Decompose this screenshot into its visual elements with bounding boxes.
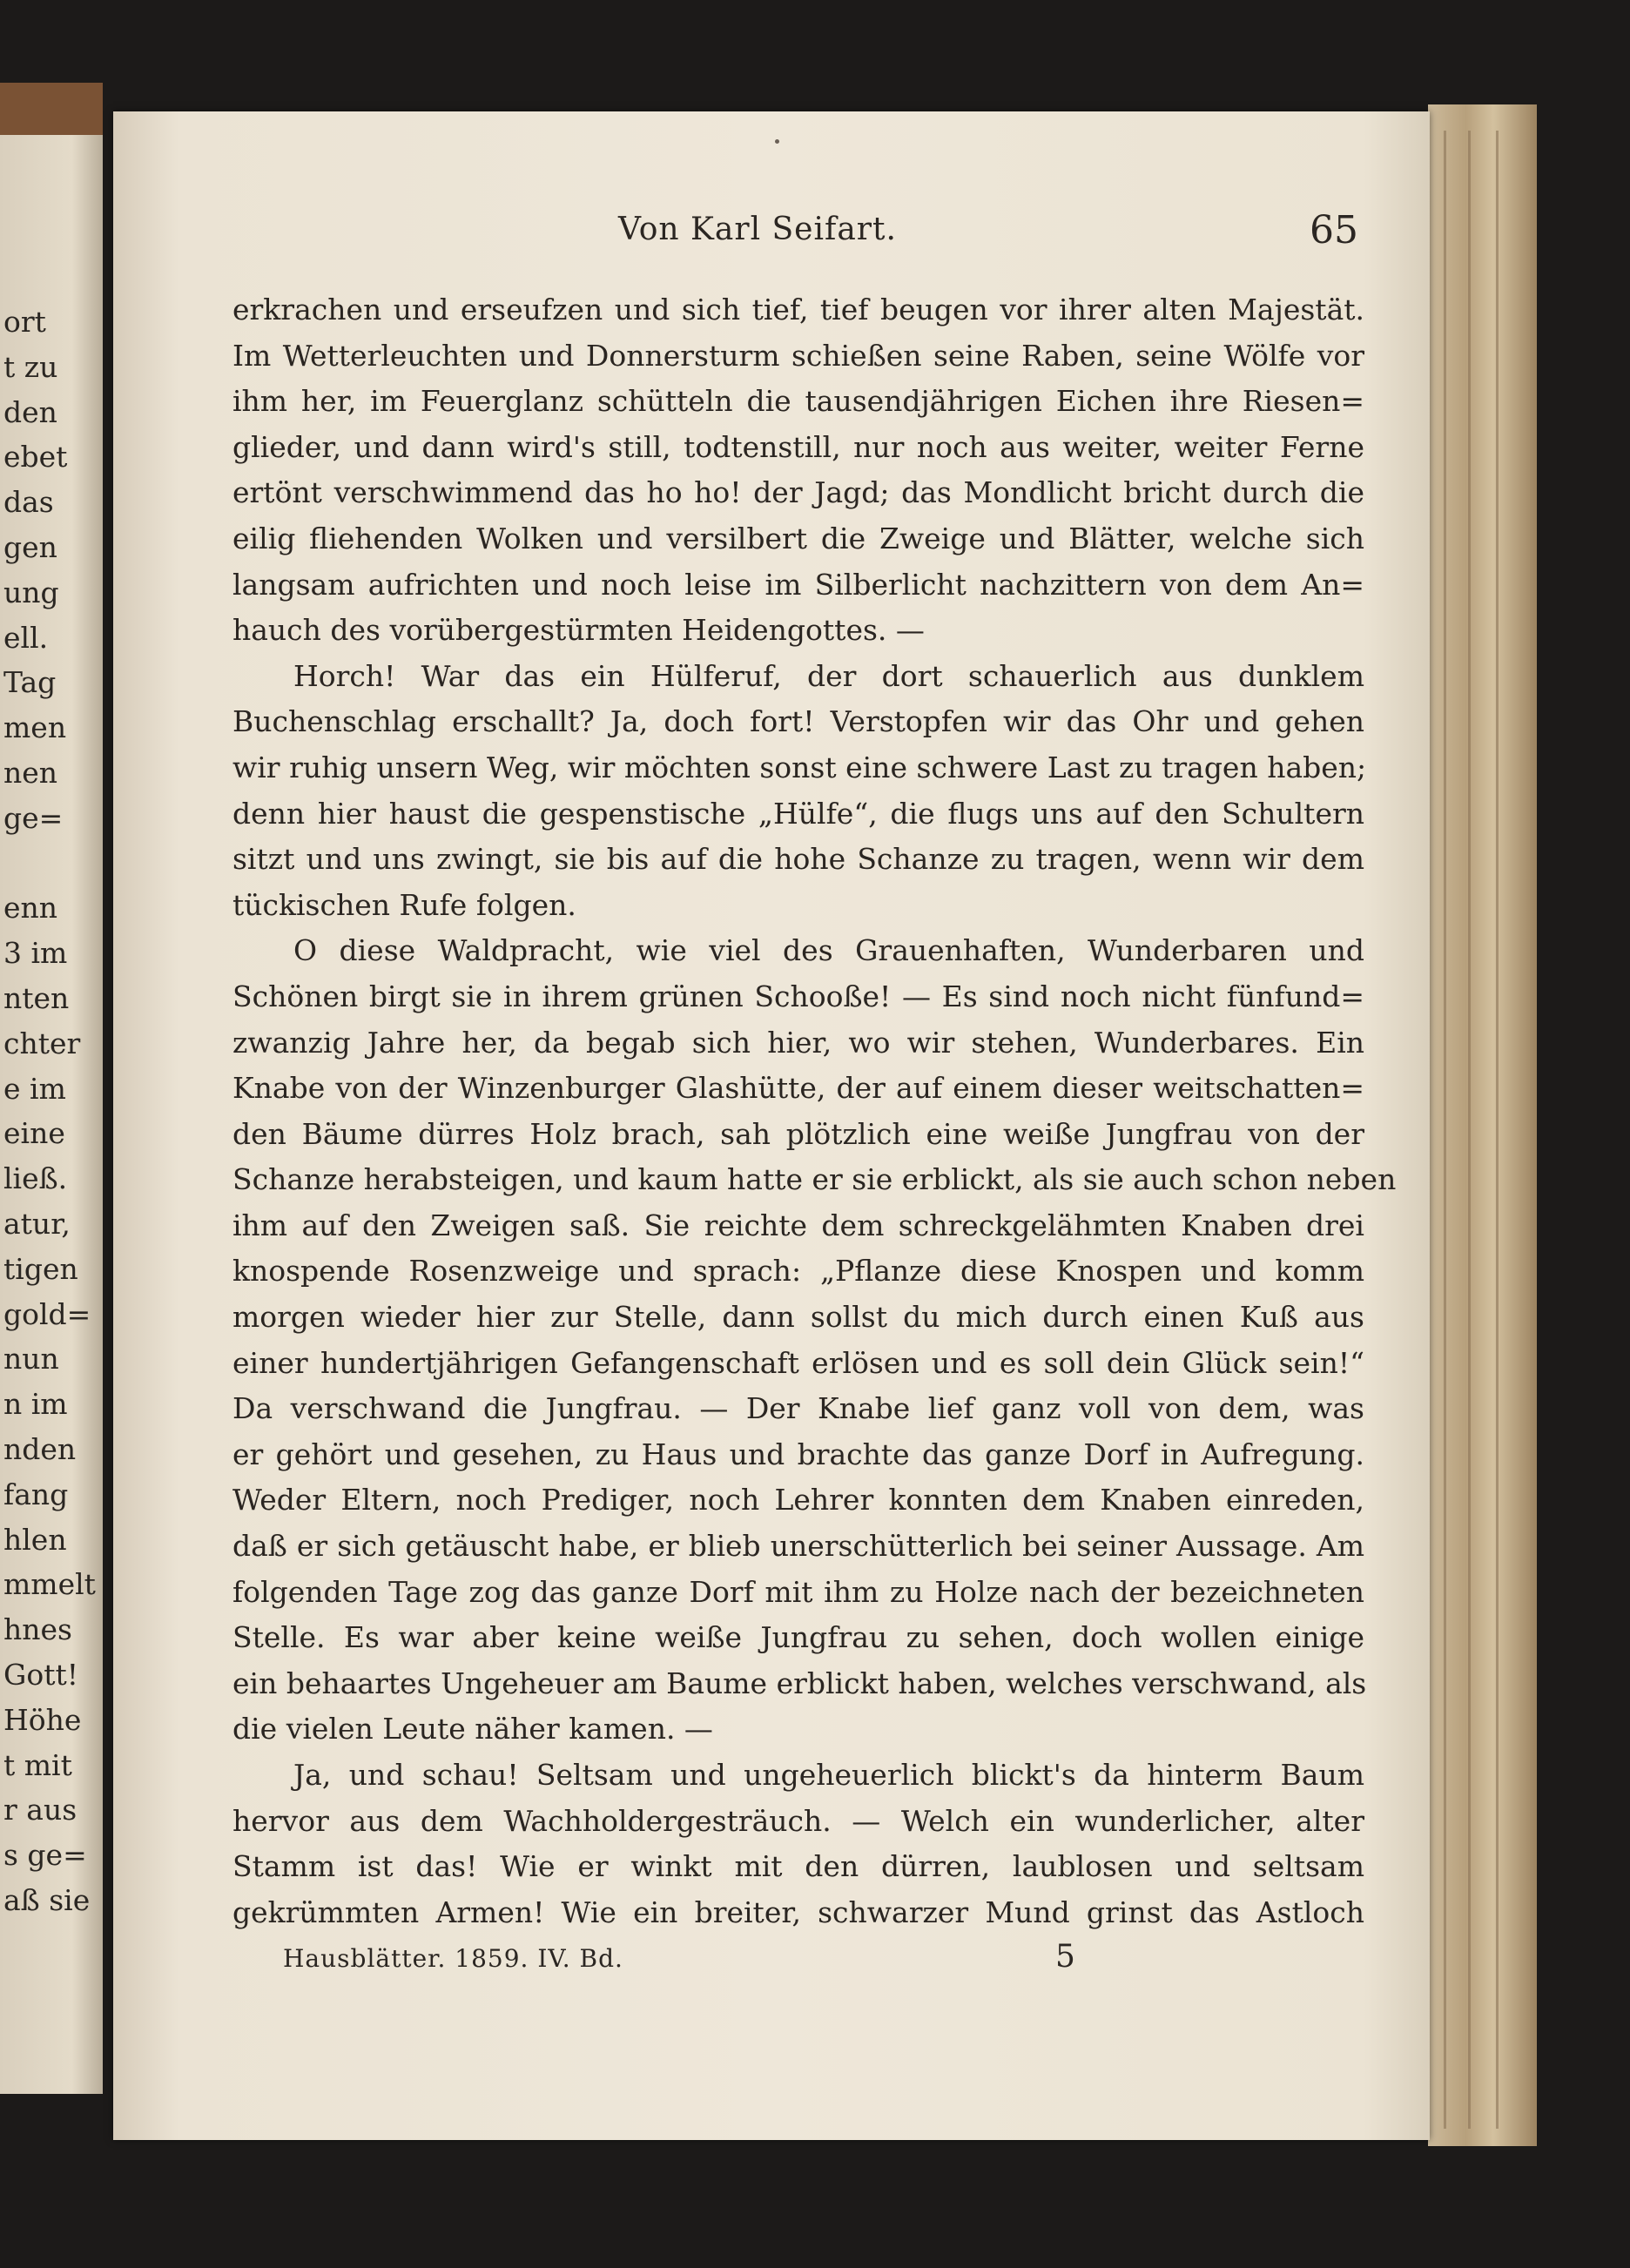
text-line: ein behaartes Ungeheuer am Baume erblickt haben, welches verschwand, als xyxy=(232,1666,1367,1700)
text-line: gekrümmten Armen! Wie ein breiter, schwarzer Mund grinst das Astloch xyxy=(232,1894,1364,1929)
previous-page-fragment: ebet xyxy=(3,440,68,474)
previous-page-fragment: men xyxy=(3,710,67,745)
text-line: knospende Rosenzweige und sprach: „Pflanze diese Knospen und komm xyxy=(232,1254,1364,1289)
text-line: Da verschwand die Jungfrau. — Der Knabe lief ganz voll von dem, was xyxy=(232,1391,1364,1426)
previous-page-fragment: tigen xyxy=(3,1251,78,1286)
text-line: sitzt und uns zwingt, sie bis auf die hohe Schanze zu tragen, wenn wir dem xyxy=(232,842,1364,877)
body-text xyxy=(232,287,1397,1935)
previous-page-fragment: gold= xyxy=(3,1296,91,1331)
previous-page-fragment: n im xyxy=(3,1387,68,1422)
page-block-edge xyxy=(1428,104,1537,2146)
text-line: daß er sich getäuscht habe, er blieb unerschütterlich bei seiner Aussage. Am xyxy=(232,1529,1364,1564)
edge-line xyxy=(1468,131,1471,2129)
header-title: Von Karl Seifart. xyxy=(618,212,897,247)
previous-page-fragment: Höhe xyxy=(3,1702,82,1737)
previous-page-fragment: nten xyxy=(3,981,70,1015)
previous-page-fragment: ung xyxy=(3,575,59,609)
footer-signature: Hausblätter. 1859. IV. Bd. xyxy=(283,1944,623,1973)
previous-page-fragment: nden xyxy=(3,1432,77,1466)
text-line: Im Wetterleuchten und Donnersturm schießen seine Raben, seine Wölfe vor xyxy=(232,338,1364,373)
text-line: Stelle. Es war aber keine weiße Jungfrau zu sehen, doch wollen einige xyxy=(232,1620,1364,1655)
text-line: hauch des vorübergestürmten Heidengottes. — xyxy=(232,613,925,648)
previous-page-fragment: Tag xyxy=(3,665,57,700)
text-line: morgen wieder hier zur Stelle, dann sollst du mich durch einen Kuß aus xyxy=(232,1300,1364,1335)
paper-speck xyxy=(775,139,779,144)
edge-line xyxy=(1496,131,1499,2129)
text-line: ihm auf den Zweigen saß. Sie reichte dem schreckgelähmten Knaben drei xyxy=(232,1208,1364,1242)
text-line: denn hier haust die gespenstische „Hülfe“, die flugs uns auf den Schultern xyxy=(232,796,1364,831)
previous-page-fragment: hlen xyxy=(3,1522,67,1557)
previous-page-fragment: ort xyxy=(3,305,46,339)
previous-page-fragment: s ge= xyxy=(3,1838,87,1873)
sheet-number: 5 xyxy=(1055,1939,1075,1975)
previous-page-fragment: aß sie xyxy=(3,1883,91,1917)
previous-page-fragment: ell. xyxy=(3,620,49,655)
edge-line xyxy=(1444,131,1446,2129)
page-number: 65 xyxy=(1310,208,1358,252)
text-line: zwanzig Jahre her, da begab sich hier, wo wir stehen, Wunderbares. Ein xyxy=(232,1025,1364,1060)
text-line: er gehört und gesehen, zu Haus und brachte das ganze Dorf in Aufregung. xyxy=(232,1437,1364,1471)
text-line: glieder, und dann wird's still, todtenstill, nur noch aus weiter, weiter Ferne xyxy=(232,429,1364,464)
text-line: Horch! War das ein Hülferuf, der dort schauerlich aus dunklem xyxy=(293,658,1364,693)
previous-page-fragment: t mit xyxy=(3,1747,72,1782)
text-line: Schönen birgt sie in ihrem grünen Schooße! — Es sind noch nicht fünfund= xyxy=(232,979,1364,1013)
text-line: eilig fliehenden Wolken und versilbert die Zweige und Blätter, welche sich xyxy=(232,521,1364,555)
previous-page-fragment: ge= xyxy=(3,800,64,835)
previous-page-fragment: gen xyxy=(3,530,57,564)
previous-page-fragment: fang xyxy=(3,1477,69,1511)
text-line: O diese Waldpracht, wie viel des Grauenhaften, Wunderbaren und xyxy=(293,933,1364,968)
text-line: tückischen Rufe folgen. xyxy=(232,887,576,922)
text-line: hervor aus dem Wachholdergesträuch. — Welch ein wunderlicher, alter xyxy=(232,1803,1364,1838)
text-line: Weder Eltern, noch Prediger, noch Lehrer konnten dem Knaben einreden, xyxy=(232,1483,1364,1518)
text-line: ertönt verschwimmend das ho ho! der Jagd; das Mondlicht bricht durch die xyxy=(232,475,1364,510)
text-line: folgenden Tage zog das ganze Dorf mit ihm zu Holze nach der bezeichneten xyxy=(232,1574,1364,1609)
previous-page-fragment: den xyxy=(3,394,57,429)
text-line: langsam aufrichten und noch leise im Silberlicht nachzittern von dem An= xyxy=(232,567,1364,602)
running-head xyxy=(113,208,1430,264)
text-line: ihm her, im Feuerglanz schütteln die tausendjährigen Eichen ihre Riesen= xyxy=(232,384,1364,419)
previous-page-fragment: das xyxy=(3,485,54,520)
previous-page-fragment: eine xyxy=(3,1116,65,1151)
text-line: erkrachen und erseufzen und sich tief, tief beugen vor ihrer alten Majestät. xyxy=(232,293,1364,326)
previous-page-fragment: chter xyxy=(3,1026,81,1060)
text-line: Stamm ist das! Wie er winkt mit den dürren, laublosen und seltsam xyxy=(232,1849,1364,1884)
page-footer xyxy=(113,1939,1430,1988)
text-line: Knabe von der Winzenburger Glashütte, der auf einem dieser weitschatten= xyxy=(232,1071,1364,1106)
previous-page-fragment: nun xyxy=(3,1342,59,1376)
text-line: einer hundertjährigen Gefangenschaft erlösen und es soll dein Glück sein!“ xyxy=(232,1345,1364,1380)
previous-page-fragment: t zu xyxy=(3,349,58,384)
previous-page-fragment: r aus xyxy=(3,1793,77,1827)
previous-page-fragment: nen xyxy=(3,756,58,790)
text-line: die vielen Leute näher kamen. — xyxy=(232,1712,713,1746)
text-line: Ja, und schau! Seltsam und ungeheuerlich blickt's da hinterm Baum xyxy=(293,1758,1364,1792)
text-line: wir ruhig unsern Weg, wir möchten sonst eine schwere Last zu tragen haben; xyxy=(232,750,1367,784)
text-line: Buchenschlag erschallt? Ja, doch fort! Verstopfen wir das Ohr und gehen xyxy=(232,704,1364,739)
text-line: den Bäume dürres Holz brach, sah plötzlich eine weiße Jungfrau von der xyxy=(232,1116,1364,1151)
previous-page-fragment: mmelt xyxy=(3,1567,96,1602)
previous-page-fragment: hnes xyxy=(3,1612,72,1647)
previous-page-fragment: ließ. xyxy=(3,1161,68,1196)
previous-page-fragment: Gott! xyxy=(3,1658,79,1692)
previous-page-fragment: enn xyxy=(3,891,58,925)
text-line: Schanze herabsteigen, und kaum hatte er sie erblickt, als sie auch schon neben xyxy=(232,1162,1397,1197)
previous-page-edge xyxy=(0,135,103,2094)
previous-page-fragment: 3 im xyxy=(3,936,68,971)
book-page xyxy=(113,111,1430,2140)
previous-page-fragment: e im xyxy=(3,1071,66,1106)
previous-page-fragment: atur, xyxy=(3,1207,71,1241)
